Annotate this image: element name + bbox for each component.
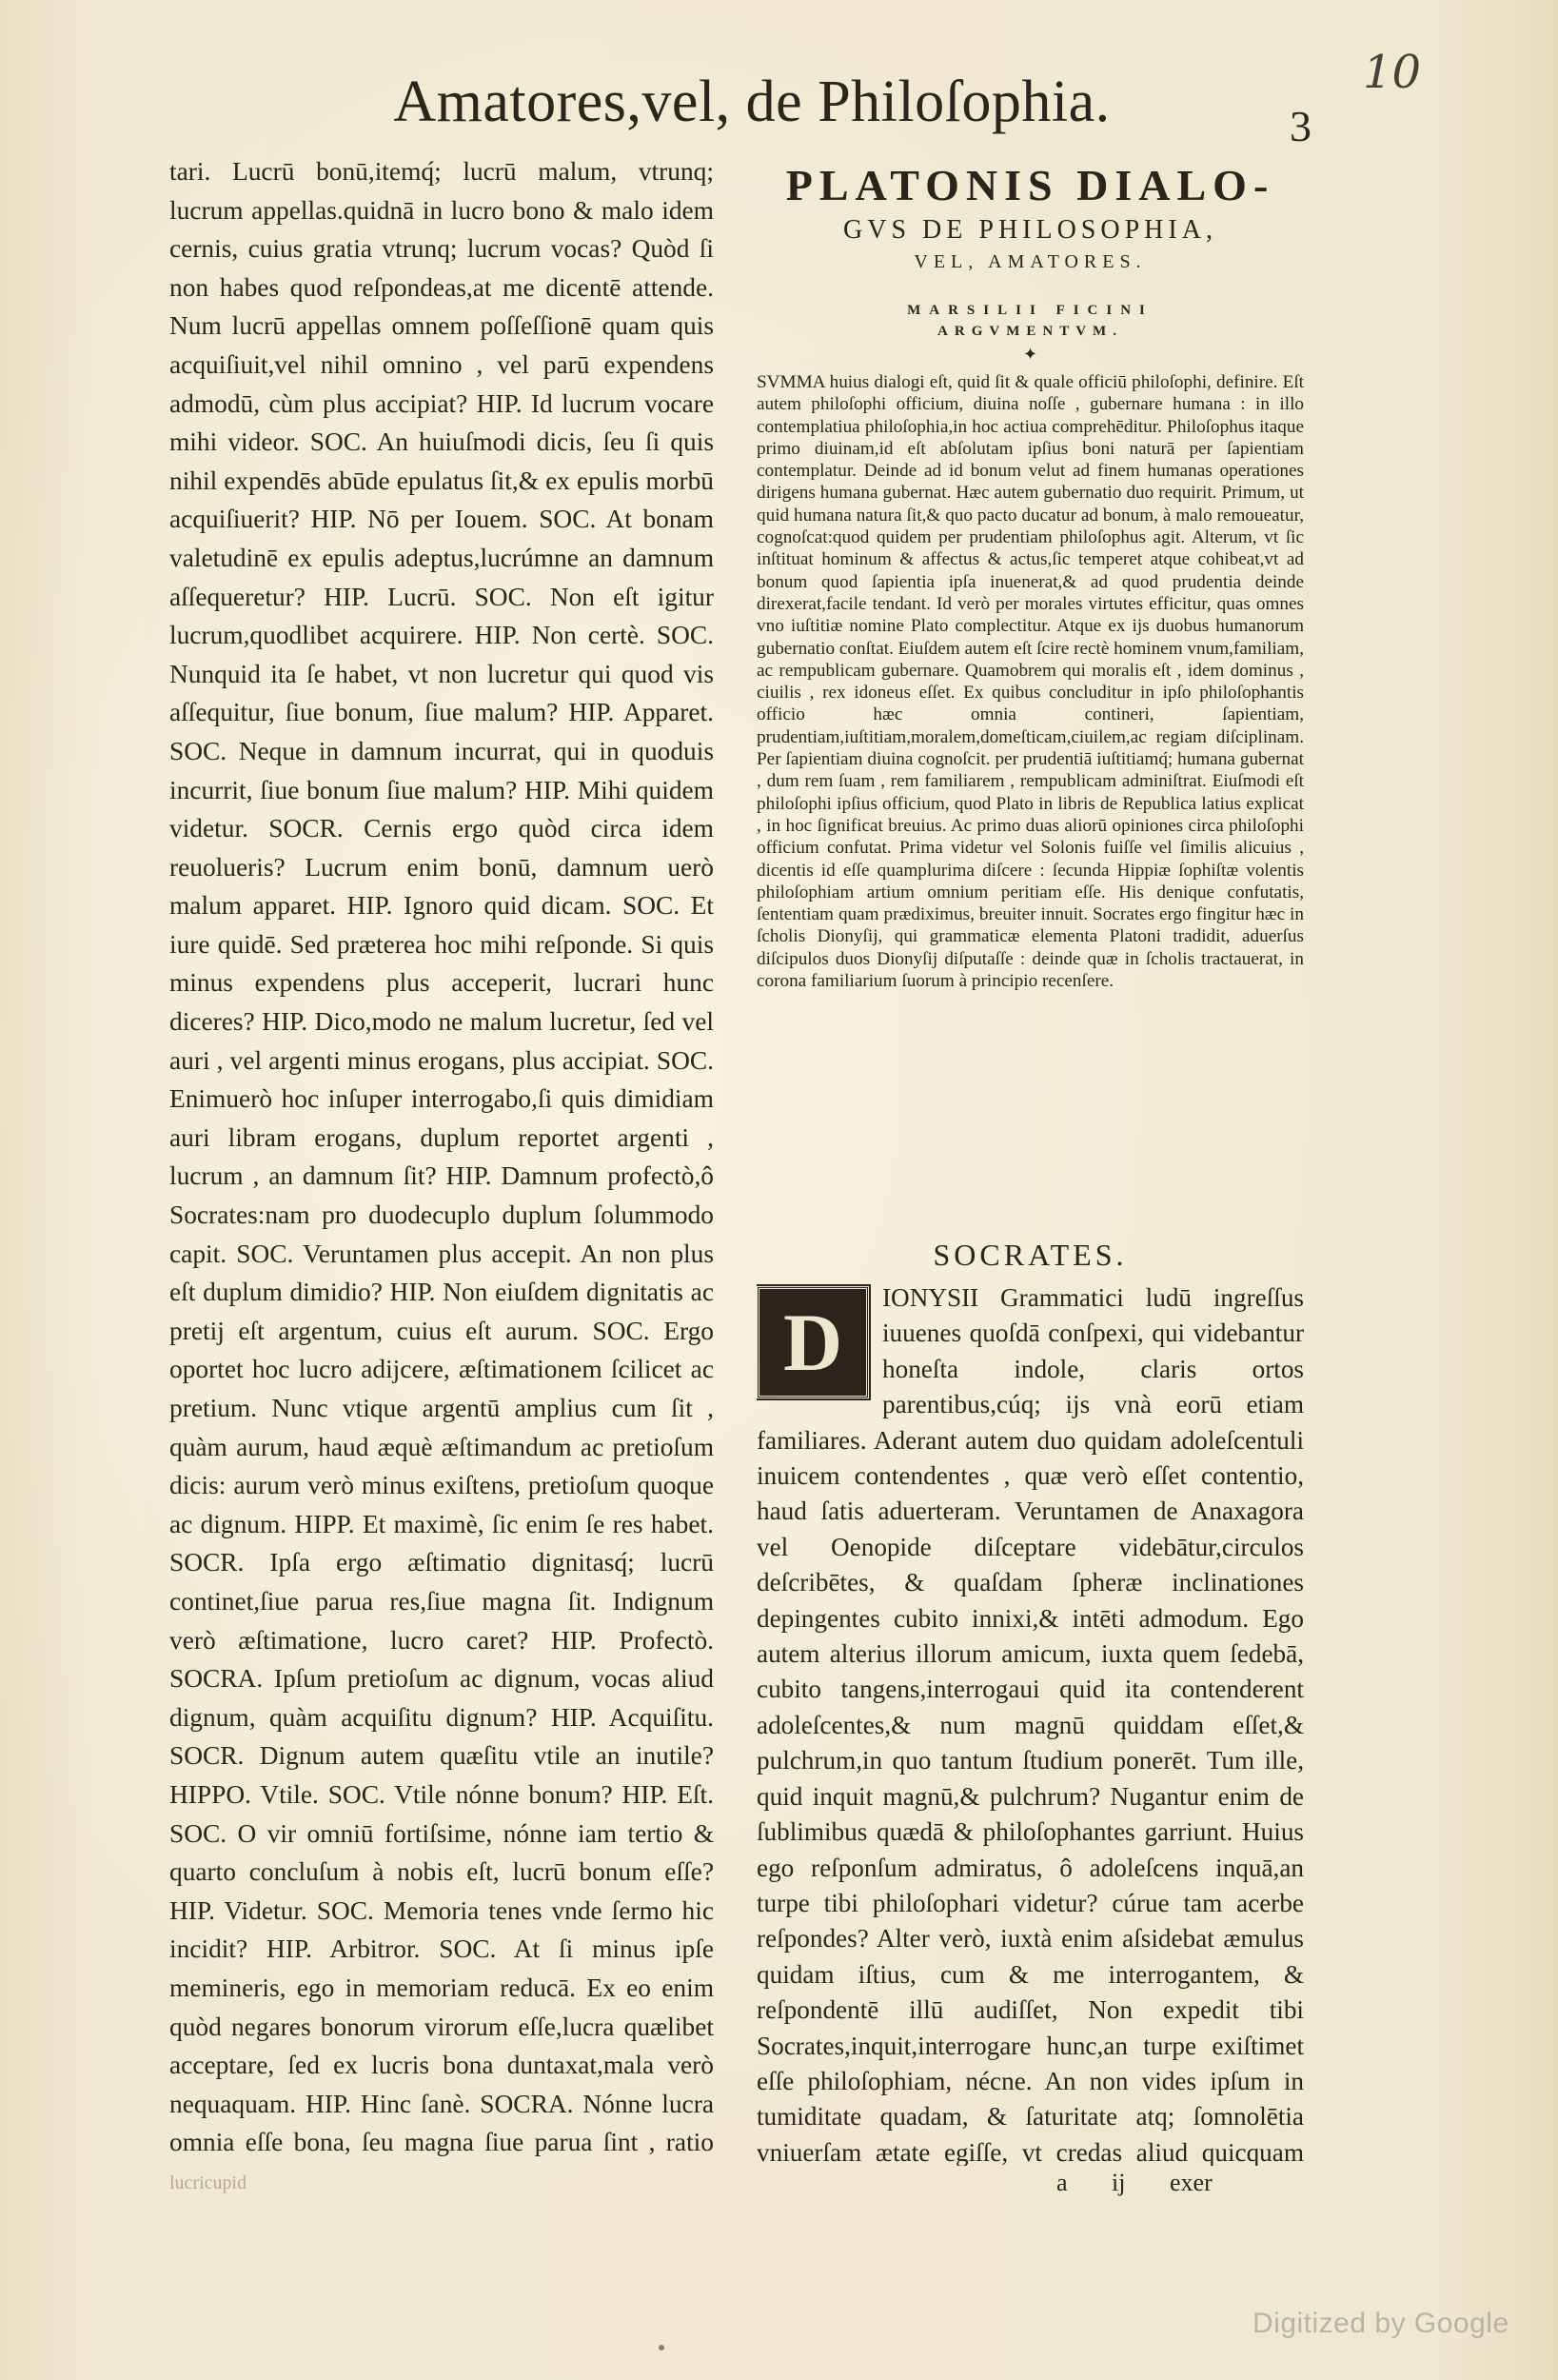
argument-label: ARGVMENTVM.: [937, 324, 1123, 339]
ornament-marker-icon: ✦: [1022, 345, 1038, 364]
bleed-through-text: lucricupid: [169, 2172, 247, 2193]
argument-paragraph: SVMMA huius dialogi eſt, quid ſit & quale officiū philoſophi, definire. Eſt autem philoſophi officium, diuina noſſe , gubernare humana : in illo contemplatiua philoſophia,in hoc actiua comprehēditur. Philoſophus itaque primo diuinam,id eſt abſolutam ipſius boni naturā per ſapientiam contemplatur. Deinde ad id bonum velut ad finem humanas operationes dirigens humana gubernat. Hæc autem gubernatio duo requirit. Primum, ut quid humana natura ſit,& quo pacto ducatur ad bonum, à malo remoueatur, cognoſcat:quod quidem per prudentiam philoſophus agit. Alterum, vt ſic inſtituat hominum & affectus & actus,ſic temperet atque cohibeat,vt ad bonum quod ſapientia ipſa inuenerat,& ad quod prudentia deinde direxerat,facile tendant. Id verò per morales virtutes efficitur, quas omnes vno iuſtitiæ nomine Plato complectitur. Atque ex ijs duobus humanorum gubernatio conſtat. Eiuſdem autem eſt ſcire rectè hominem vnum,familiam, ac rempublicam gubernare. Quamobrem qui moralis eſt , idem dominus , ciuilis , rex idoneus eſſet. Ex quibus concluditur in ipſo philoſophantis officio hæc omnia contineri, ſapientiam, prudentiam,iuſtitiam,moralem,domeſticam,ciuilem,ac regiam diſciplinam. Per ſapientiam diuina cognoſcit. per prudentiā iuſtitiamq́; humana gubernat , dum rem ſuam , rem familiarem , rempublicam adminiſtrat. Eiuſmodi eſt philoſophi ipſius officium, quod Plato in libris de Republica latius explicat , in hoc ſignificat breuius. Ac primo duas aliorū opiniones circa philoſophi officium confutat. Prima videtur vel Solonis fuiſſe vel ſimilis alicuius , dicentis id eſſe quamplurima diſcere : ſecunda Hippiæ ſophiſtæ volentis philoſophiam artium omnium peritiam eſſe. His denique confutatis, ſententiam quam prædiximus, breuiter innuit. Socrates ergo fingitur hæc in ſcholis Dionyſij, qui grammaticæ elementa Platoni tradidit, aduerſus diſcipulos duos Dionyſij diſputaſſe : deinde quæ in ſcholis tractauerat, in corona familiarium ſuorum à principio recenſere.: [757, 372, 1304, 992]
dialog-title: PLATONIS DIALO-: [785, 161, 1275, 209]
dialogue-paragraph: IONYSII Grammatici ludū ingreſſus iuuenes quoſdā conſpexi, qui videbantur honeſta indole, claris ortos parentibus,cúq; ijs vnà eorū etiam familiares. Aderant autem duo quidam adoleſcentuli inuicem contendentes , quæ verò eſſet contentio, haud ſatis aduerteram. Veruntamen de Anaxagora vel Oenopide diſceptare videbātur,circulos deſcribētes, & quaſdam ſpheræ inclinationes depingentes cubito innixi,& intēti admodum. Ego autem alterius illorum amicum, iuxta quem ſedebā, cubito tangens,interrogaui quid ita contenderent adoleſcentes,& num magnū quiddam eſſet,& pulchrum,in quo tantum ſtudium ponerēt. Tum ille, quid inquit magnū,& pulchrum? Nugantur enim de ſublimibus quædā & philoſophantes garriunt. Huius ego reſponſum admiratus, ô adoleſcens inquā,an turpe tibi philoſophari videtur? cúrue tam acerbe reſpondes? Alter verò, iuxtà enim aſsidebat æmulus quidam iſtius, cum & me interrogantem, & reſpondentē illū audiſſet, Non expedit tibi Socrates,inquit,interrogare hunc,an turpe exiſtimet eſſe philoſophiam, nécne. An non vides ipſum in tumiditate quadam, & ſaturitate atq; ſomnolētia vniuerſam ætate egiſſe, vt credas aliud quicquam: [757, 1283, 1304, 2166]
left-column: [169, 152, 714, 2161]
digitization-watermark: Digitized by Google: [1252, 2308, 1509, 2339]
dialog-subtitle: GVS DE PHILOSOPHIA,: [843, 215, 1217, 245]
dialog-alt-title: VEL, AMATORES.: [914, 251, 1147, 272]
argument-author: MARSILII FICINI: [907, 303, 1154, 318]
argument-text: [757, 371, 1304, 1209]
dropcap-initial: D: [757, 1286, 869, 1398]
left-column-text: tari. Lucrū bonū,itemq́; lucrū malum, vtrunq; lucrum appellas.quidnā in lucro bono & malo idem cernis, cuius gratia vtrunq; lucrum vocas? Quòd ſi non habes quod reſpondeas,at me dicentē attende. Num lucrū appellas omnem poſſeſſionē quam quis acquiſiuit,vel nihil omnino , vel parū expendens admodū, cùm plus accipiat? HIP. Id lucrum vocare mihi videor. SOC. An huiuſmodi dicis, ſeu ſi quis nihil expendēs abūde epulatus ſit,& ex epulis morbū acquiſiuerit? HIP. Nō per Iouem. SOC. At bonam valetudinē ex epulis adeptus,lucrúmne an damnum aſſequeretur? HIP. Lucrū. SOC. Non eſt igitur lucrum,quodlibet acquirere. HIP. Non certè. SOC. Nunquid ita ſe habet, vt non lucretur qui quod vis aſſequitur, ſiue bonum, ſiue malum? HIP. Apparet. SOC. Neque in damnum incurrat, qui in quoduis incurrit, ſiue bonum ſiue malum? HIP. Mihi quidem videtur. SOCR. Cernis ergo quòd circa idem reuolueris? Lucrum enim bonū, damnum uerò malum apparet. HIP. Ignoro quid dicam. SOC. Et iure quidē. Sed præterea hoc mihi reſponde. Si quis minus expendens plus acceperit, lucrari hunc diceres? HIP. Dico,modo ne malum lucretur, ſed vel auri , vel argenti minus erogans, plus accipiat. SOC. Enimuerò hoc inſuper interrogabo,ſi quis dimidiam auri libram erogans, duplum reportet argenti , lucrum , an damnum ſit? HIP. Damnum profectò,ô Socrates:nam pro duodecuplo duplum ſolummodo capit. SOC. Veruntamen plus accepit. An non plus eſt duplum dimidio? HIP. Non eiuſdem dignitatis ac pretij eſt argentum, cuius eſt aurum. SOC. Ergo oportet hoc lucro adijcere, æſtimationem ſcilicet ac pretium. Nunc vtique argentū amplius cum ſit , quàm aurum, haud æquè æſtimandum ac pretioſum dicis: aurum verò minus exiſtens, pretioſum quoque ac dignum. HIPP. Et maximè, ſic enim ſe res habet. SOCR. Ipſa ergo æſtimatio dignitasq́; lucrū continet,ſiue parua res,ſiue magna ſit. Indignum verò æſtimatione, lucro caret? HIP. Profectò. SOCRA. Ipſum pretioſum ac dignum, vocas aliud dignum, quàm acquiſitu dignum? HIP. Acquiſitu. SOCR. Dignum autem quæſitu vtile an inutile? HIPPO. Vtile. SOC. Vtile nónne bonum? HIP. Eſt. SOC. O vir omniū fortiſsime, nónne iam tertio & quarto concluſum à nobis eſt, lucrū bonum eſſe? HIP. Videtur. SOC. Memoria tenes vnde ſermo hic incidit? HIP. Arbitror. SOC. At ſi minus ipſe memineris, ego in memoriam reducā. Ex eo enim quòd negares bonorum virorum eſſe,lucra quælibet acceptare, ſed ex lucris bona duntaxat,mala verò nequaquam. HIP. Hinc ſanè. SOCRA. Nónne lucra omnia eſſe bona, ſeu magna ſiue parua ſint , ratio: [169, 157, 714, 2157]
page-blemish: [659, 2345, 664, 2350]
dialogue-text: [757, 1280, 1304, 2166]
running-title: Amatores,vel, de Philoſophia.: [393, 69, 1111, 134]
signature-catchword: a ij exer: [1056, 2169, 1213, 2196]
page-number: 3: [1290, 102, 1311, 150]
speaker-heading: SOCRATES.: [933, 1238, 1128, 1272]
handwritten-page-note: 10: [1363, 46, 1422, 99]
